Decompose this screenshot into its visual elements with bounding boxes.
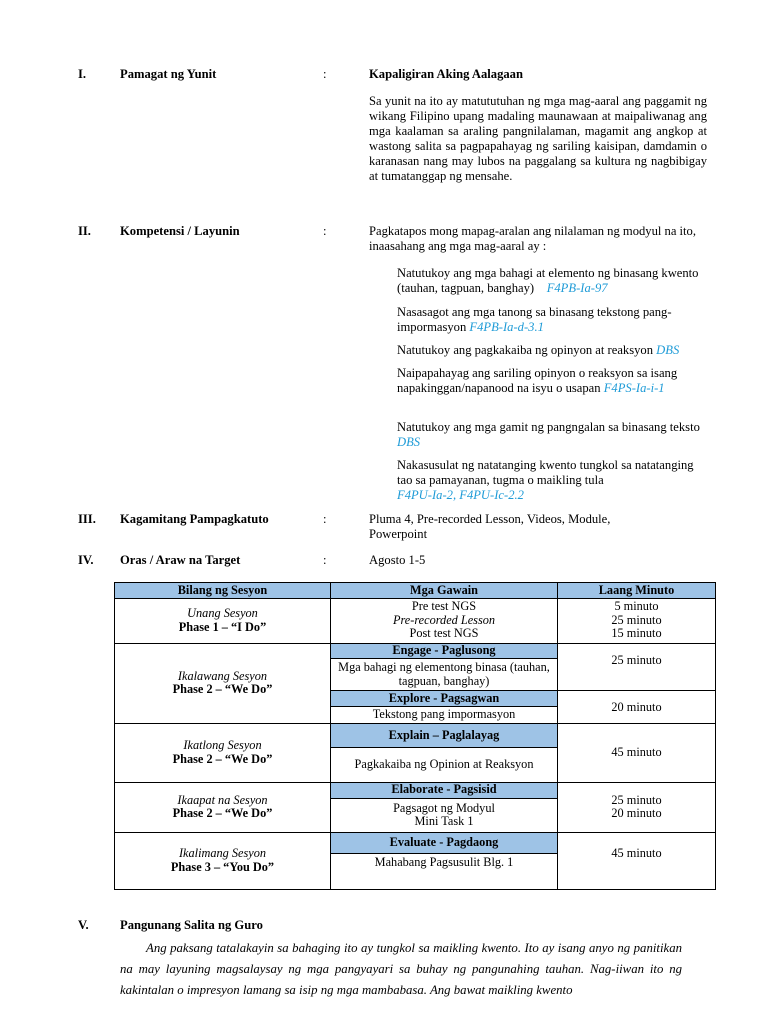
activity: Mahabang Pagsusulit Blg. 1 (331, 853, 558, 889)
objective-3 (397, 343, 707, 358)
minutes-cell: 25 minuto (558, 643, 716, 691)
table-row (115, 724, 716, 747)
activity: Pagsagot ng Modyul (393, 800, 495, 815)
activity-heading: Explain – Paglalayag (331, 724, 558, 747)
target-date: Agosto 1-5 (369, 553, 426, 567)
objective-5 (397, 420, 707, 450)
activity: Mini Task 1 (414, 814, 474, 829)
objective-text: Natutukoy ang mga bahagi at elemento ng binasang kwento (tauhan, tagpuan, banghay) (397, 266, 699, 295)
section-4-number: IV. (78, 553, 94, 567)
activity: Pagkakaiba ng Opinion at Reaksyon (331, 747, 558, 782)
unit-title: Kapaligiran Aking Aalagaan (369, 67, 523, 81)
table-header-row (115, 583, 716, 599)
column-header: Bilang ng Sesyon (115, 583, 331, 599)
session-name: Ikaapat na Sesyon (177, 792, 268, 807)
table-row (115, 643, 716, 659)
session-phase: Phase 3 – “You Do” (170, 859, 275, 874)
section-1-number: I. (78, 67, 87, 81)
objective-4 (397, 366, 707, 396)
materials: Pluma 4, Pre-recorded Lesson, Videos, Module, Powerpoint (369, 512, 611, 541)
section-2-number: II. (78, 224, 91, 238)
session-phase: Phase 2 – “We Do” (172, 751, 273, 766)
session-cell (115, 782, 331, 832)
section-4-label: Oras / Araw na Target (120, 553, 241, 567)
activity-heading: Engage - Paglusong (331, 643, 558, 659)
activity: Pre test NGS (411, 599, 477, 614)
session-name: Ikalawang Sesyon (177, 668, 268, 683)
section-4-colon: : (323, 553, 327, 567)
section-5-number: V. (78, 918, 89, 932)
table-row (115, 782, 716, 798)
column-header: Mga Gawain (331, 583, 558, 599)
objective-text: Nakasusulat ng natatanging kwento tungkol sa natatanging tao sa pamayanan, tugma o maikling tula (397, 458, 694, 487)
unit-description: Sa yunit na ito ay matututuhan ng mga mag-aaral ang paggamit ng wikang Filipino upang madaling maunawaan at maipaliwanag ang mga kaalaman sa araling pangnilalaman, magamit ang angkop at wastong salita sa pagpapahayag ng sariling kaisipan, damdamin o karanasan nang may lubos na paggalang sa kultura ng nagbibigay at tumatanggap ng mensahe. (369, 94, 707, 183)
minutes: 5 minuto (614, 599, 659, 614)
objective-text: Natutukoy ang mga gamit ng pangngalan sa binasang teksto (397, 420, 700, 434)
objective-code: F4PS-Ia-i-1 (603, 381, 665, 395)
activity: Mga bahagi ng elementong binasa (tauhan, tagpuan, banghay) (331, 659, 558, 691)
session-phase: Phase 2 – “We Do” (172, 806, 273, 821)
schedule-table (114, 582, 716, 890)
activity: Tekstong pang impormasyon (331, 707, 558, 724)
section-3-colon: : (323, 512, 327, 526)
objective-code: F4PB-Ia-97 (546, 281, 608, 295)
activity-cell (331, 798, 558, 832)
activity-cell (331, 598, 558, 643)
objective-code: F4PU-Ia-2, F4PU-Ic-2.2 (397, 488, 524, 502)
minutes-cell (558, 598, 716, 643)
intro-paragraph: Ang paksang tatalakayin sa bahaging ito ay tungkol sa maikling kwento. Ito ay isang anyo ng panitikan na may layuning magsalaysay ng mga pangyayari sa buhay ng pangunahing tauhan. Nag-iiwan ito ng kakintalan o impresyon lamang sa isip ng mga mambabasa. Ang bawat maikling kwento (120, 941, 682, 997)
objective-text: Natutukoy ang pagkakaiba ng opinyon at reaksyon (397, 343, 654, 357)
objective-code: DBS (397, 435, 421, 449)
session-phase: Phase 2 – “We Do” (172, 682, 273, 697)
objective-code: DBS (656, 343, 680, 357)
minutes: 15 minuto (611, 626, 662, 641)
section-2-colon: : (323, 224, 327, 238)
session-name: Unang Sesyon (187, 606, 258, 621)
session-cell (115, 832, 331, 889)
minutes: 25 minuto (611, 612, 662, 627)
activity: Post test NGS (409, 626, 479, 641)
section-2-label: Kompetensi / Layunin (120, 224, 240, 238)
section-5-label: Pangunang Salita ng Guro (120, 918, 263, 932)
session-name: Ikalimang Sesyon (178, 846, 267, 861)
minutes: 20 minuto (611, 806, 662, 821)
section-3-label: Kagamitang Pampagkatuto (120, 512, 269, 526)
activity-heading: Explore - Pagsagwan (331, 691, 558, 707)
session-phase: Phase 1 – “I Do” (178, 619, 267, 634)
activity-heading: Elaborate - Pagsisid (331, 782, 558, 798)
minutes-cell: 45 minuto (558, 832, 716, 889)
section-3-number: III. (78, 512, 96, 526)
objective-text: Naipapahayag ang sariling opinyon o reaksyon sa isang napakinggan/napanood na isyu o usapan (397, 366, 678, 395)
minutes-cell (558, 782, 716, 832)
column-header: Laang Minuto (558, 583, 716, 599)
minutes: 25 minuto (611, 792, 662, 807)
section-1-colon: : (323, 67, 327, 81)
table-row (115, 598, 716, 643)
activity-heading: Evaluate - Pagdaong (331, 832, 558, 853)
objective-1 (397, 266, 707, 296)
session-cell (115, 598, 331, 643)
competency-intro: Pagkatapos mong mapag-aralan ang nilalaman ng modyul na ito, inaasahang ang mga mag-aaral ay : (369, 224, 697, 253)
objective-text: Nasasagot ang mga tanong sa binasang tekstong pang-impormasyon (397, 305, 672, 334)
session-cell (115, 724, 331, 782)
section-1-label: Pamagat ng Yunit (120, 67, 217, 81)
objective-2 (397, 305, 707, 335)
minutes-cell: 45 minuto (558, 724, 716, 782)
table-row (115, 832, 716, 853)
session-name: Ikatlong Sesyon (183, 738, 262, 753)
session-cell (115, 643, 331, 724)
minutes-cell: 20 minuto (558, 691, 716, 724)
activity: Pre-recorded Lesson (392, 612, 496, 627)
objective-code: F4PB-Ia-d-3.1 (469, 320, 544, 334)
objective-6 (397, 458, 707, 503)
